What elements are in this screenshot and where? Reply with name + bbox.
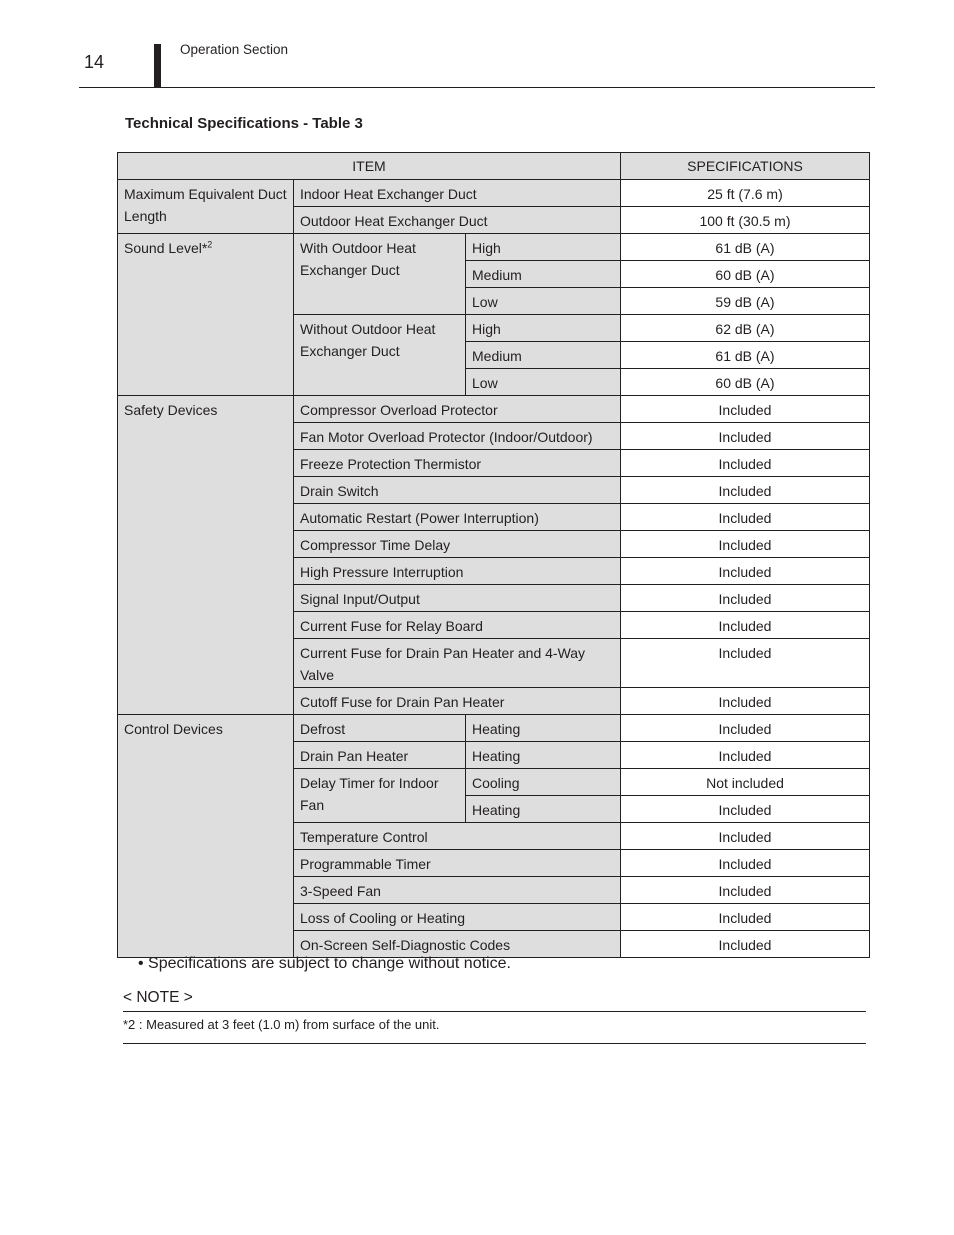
row-spec: Included: [621, 688, 870, 715]
row-spec: Included: [621, 423, 870, 450]
sound-level-label: Sound Level*$^2$: [118, 234, 294, 396]
row-spec: 61 dB (A): [621, 342, 870, 369]
row-spec: 60 dB (A): [621, 369, 870, 396]
level-label: High: [466, 234, 621, 261]
row-spec: Included: [621, 504, 870, 531]
row-item: Cutoff Fuse for Drain Pan Heater: [294, 688, 621, 715]
row-item: Current Fuse for Drain Pan Heater and 4-Way Valve: [294, 639, 621, 688]
row-item: Defrost: [294, 715, 466, 742]
row-spec: Included: [621, 450, 870, 477]
row-item: 3-Speed Fan: [294, 877, 621, 904]
row-item: Outdoor Heat Exchanger Duct: [294, 207, 621, 234]
section-title: Operation Section: [180, 42, 289, 57]
mode-label: Heating: [466, 796, 621, 823]
note-divider-top: [123, 1011, 866, 1012]
level-label: High: [466, 315, 621, 342]
row-spec: Included: [621, 931, 870, 958]
row-spec: Included: [621, 639, 870, 688]
row-item: Compressor Overload Protector: [294, 396, 621, 423]
row-spec: Included: [621, 904, 870, 931]
specifications-column-header: SPECIFICATIONS: [621, 153, 870, 180]
table-row: [118, 234, 870, 261]
level-label: Low: [466, 288, 621, 315]
mode-label: Cooling: [466, 769, 621, 796]
delay-timer-label: Delay Timer for Indoor Fan: [294, 769, 466, 823]
level-label: Medium: [466, 342, 621, 369]
change-notice: • Specifications are subject to change without notice.: [138, 955, 511, 972]
row-item: Drain Switch: [294, 477, 621, 504]
row-spec: 100 ft (30.5 m): [621, 207, 870, 234]
row-spec: 59 dB (A): [621, 288, 870, 315]
row-item: Fan Motor Overload Protector (Indoor/Outdoor): [294, 423, 621, 450]
row-item: Automatic Restart (Power Interruption): [294, 504, 621, 531]
table-header-row: [118, 153, 870, 180]
without-outdoor-duct-label: Without Outdoor Heat Exchanger Duct: [294, 315, 466, 396]
specifications-table: [117, 152, 870, 958]
row-item: Programmable Timer: [294, 850, 621, 877]
row-spec: 60 dB (A): [621, 261, 870, 288]
with-outdoor-duct-label: With Outdoor Heat Exchanger Duct: [294, 234, 466, 315]
row-spec: Included: [621, 742, 870, 769]
row-item: Drain Pan Heater: [294, 742, 466, 769]
footnote-marker: 2: [207, 239, 213, 250]
control-devices-label: Control Devices: [118, 715, 294, 958]
row-spec: 62 dB (A): [621, 315, 870, 342]
row-spec: Included: [621, 796, 870, 823]
row-item: Freeze Protection Thermistor: [294, 450, 621, 477]
level-label: Medium: [466, 261, 621, 288]
row-spec: 25 ft (7.6 m): [621, 180, 870, 207]
row-spec: 61 dB (A): [621, 234, 870, 261]
table-title: Technical Specifications - Table 3: [125, 115, 363, 132]
row-spec: Included: [621, 585, 870, 612]
row-item: Indoor Heat Exchanger Duct: [294, 180, 621, 207]
row-spec: Included: [621, 850, 870, 877]
table-row: [118, 396, 870, 423]
row-item: Current Fuse for Relay Board: [294, 612, 621, 639]
row-item: Loss of Cooling or Heating: [294, 904, 621, 931]
row-spec: Included: [621, 715, 870, 742]
note-divider-bottom: [123, 1043, 866, 1044]
table-row: [118, 180, 870, 207]
row-spec: Included: [621, 612, 870, 639]
row-spec: Not included: [621, 769, 870, 796]
row-item: Signal Input/Output: [294, 585, 621, 612]
row-spec: Included: [621, 477, 870, 504]
note-heading: < NOTE >: [123, 989, 193, 1006]
row-spec: Included: [621, 877, 870, 904]
item-column-header: ITEM: [118, 153, 621, 180]
row-spec: Included: [621, 558, 870, 585]
footnote: *2 : Measured at 3 feet (1.0 m) from surface of the unit.: [123, 1017, 440, 1032]
level-label: Low: [466, 369, 621, 396]
page-number: 14: [84, 52, 105, 72]
header-divider: [79, 87, 875, 88]
mode-label: Heating: [466, 715, 621, 742]
row-spec: Included: [621, 531, 870, 558]
row-item: High Pressure Interruption: [294, 558, 621, 585]
row-item: Temperature Control: [294, 823, 621, 850]
safety-devices-label: Safety Devices: [118, 396, 294, 715]
row-spec: Included: [621, 823, 870, 850]
mode-label: Heating: [466, 742, 621, 769]
header-bar: [154, 44, 161, 88]
table-row: [118, 715, 870, 742]
duct-length-label: Maximum Equivalent Duct Length: [118, 180, 294, 234]
row-item: Compressor Time Delay: [294, 531, 621, 558]
row-item: On-Screen Self-Diagnostic Codes: [294, 931, 621, 958]
row-spec: Included: [621, 396, 870, 423]
